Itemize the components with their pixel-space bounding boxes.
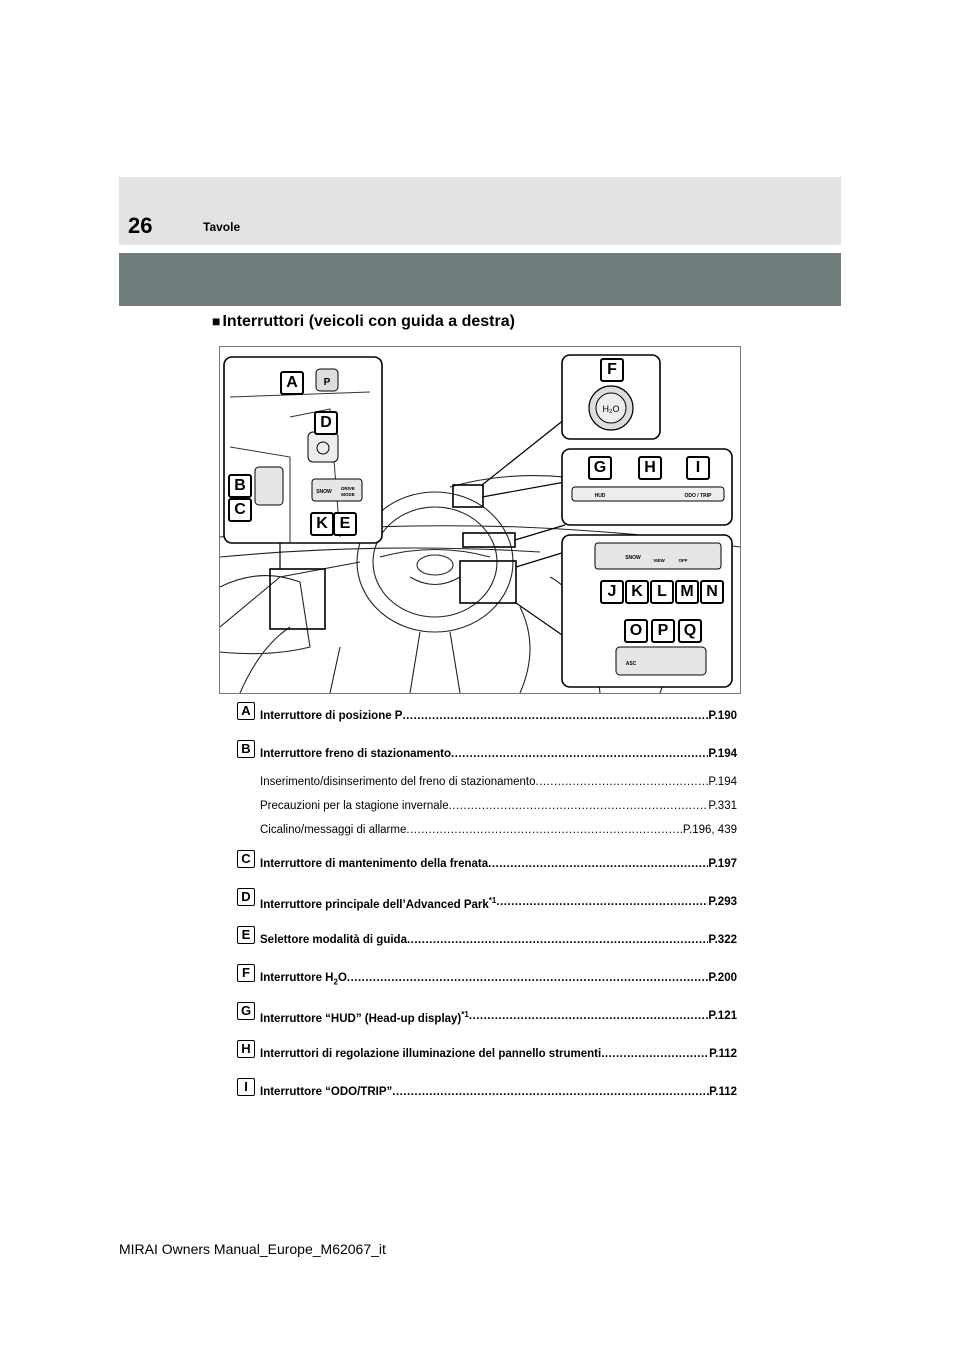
view-switch-text: VIEW [653,558,665,563]
callout-d: D [314,411,338,435]
square-bullet-icon: ■ [212,313,221,329]
entry-name: Interruttore di mantenimento della frenata [260,858,489,870]
section-title: Tavole [203,220,241,234]
header-dark-band [119,253,841,306]
sub-entry-text: Precauzioni per la stagione invernale [260,800,449,812]
advanced-park-switch-illustration [308,432,338,462]
page-ref-link[interactable]: P.194 [708,748,737,760]
snow-switch-text: SNOW [316,489,332,495]
callout-k: K [625,580,649,604]
footnote-mark: *1 [488,896,497,905]
callout-k-left: K [310,512,334,536]
page-ref-link[interactable]: P.112 [709,1086,737,1098]
footer-manual-id: MIRAI Owners Manual_Europe_M62067_it [119,1241,386,1257]
p-switch-text: P [323,377,331,388]
callout-a: A [280,371,304,395]
entry-name-tail: O [337,972,347,984]
page-number: 26 [128,213,153,238]
sub-entry [260,800,737,812]
page-ref-link[interactable]: P.194 [708,776,737,788]
entry-key: D [237,888,255,906]
console-switch-location [460,561,516,603]
odo-trip-switch-text: ODO / TRIP [684,493,712,499]
page-ref-link[interactable]: P.331 [708,800,737,812]
callout-j: J [600,580,624,604]
entry-key: B [237,740,255,758]
callout-g: G [588,456,612,480]
subscript: 2 [333,977,338,987]
page-ref-link[interactable]: P.197 [708,858,737,870]
callout-f: F [600,358,624,382]
callout-o: O [624,619,648,643]
callout-p: P [651,619,675,643]
entry-key: F [237,964,255,982]
callout-c: C [228,498,252,522]
sub-entry [260,824,737,836]
drive-text: DRIVE [341,486,355,491]
subsection-title-text: Interruttori (veicoli con guida a destra) [222,313,515,330]
sub-entry [260,776,737,788]
entry-key: I [237,1078,255,1096]
entry-key: E [237,926,255,944]
entry-key: C [237,850,255,868]
entry-key: H [237,1040,255,1058]
callout-b: B [228,474,252,498]
entry-key: G [237,1002,255,1020]
entry-name: Interruttore H [260,972,334,984]
subsection-title [212,313,515,331]
callout-m: M [675,580,699,604]
callout-q: Q [678,619,702,643]
snow-switch-text-2: SNOW [625,555,641,561]
mode-text: MODE [341,492,355,497]
entry-name: Interruttore “HUD” (Head-up display) [260,1012,462,1025]
entry-name: Interruttore “ODO/TRIP” [260,1086,393,1098]
sub-entry-text: Inserimento/disinserimento del freno di stazionamento [260,776,536,788]
page-ref-link[interactable]: P.190 [708,710,737,722]
entry-name: Selettore modalità di guida [260,934,407,946]
entry-name: Interruttore principale dell’Advanced Park [260,898,489,911]
h2o-dial-text: H₂O [602,404,620,414]
page-ref-link[interactable]: P.200 [708,972,737,984]
off-switch-text: OFF [678,558,688,563]
footnote-mark: *1 [461,1010,469,1019]
page-ref-link[interactable]: P.121 [708,1010,737,1022]
callout-l: L [650,580,674,604]
entry-name: Interruttore di posizione P [260,710,403,722]
jn-switch-strip [595,543,721,569]
callout-h: H [638,456,662,480]
asc-switch-text: ASC [625,661,637,667]
page-ref-link[interactable]: P.196, 439 [682,824,737,836]
callout-n: N [700,580,724,604]
callout-i: I [686,456,710,480]
entry-name: Interruttore freno di stazionamento [260,748,452,760]
page-ref-link[interactable]: P.293 [708,896,737,908]
entry-key: A [237,702,255,720]
page-ref-link[interactable]: P.112 [709,1048,737,1060]
page-ref-link[interactable]: P.322 [708,934,737,946]
sub-entry-text: Cicalino/messaggi di allarme [260,824,407,836]
parking-brake-switch-illustration [255,467,283,505]
callout-e: E [333,512,357,536]
header-band [119,177,841,245]
hud-switch-text: HUD [594,493,606,499]
switch-location-figure [219,346,741,694]
entry-name: Interruttori di regolazione illuminazione del pannello strumenti [260,1048,602,1060]
